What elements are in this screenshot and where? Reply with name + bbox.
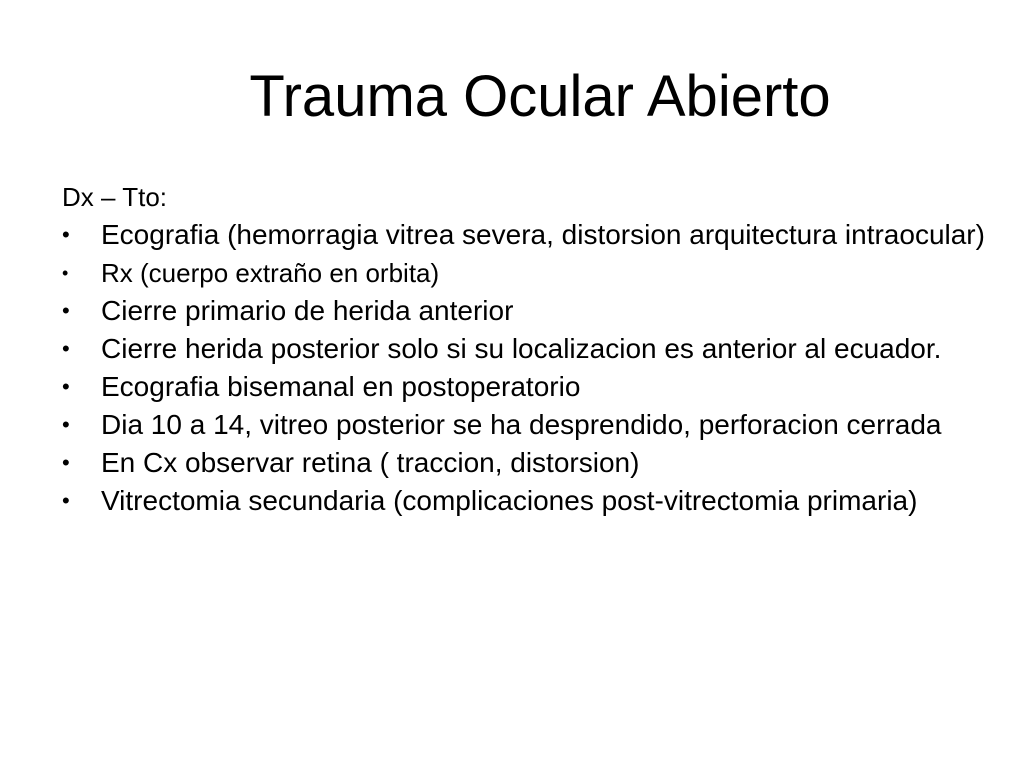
bullet-text: En Cx observar retina ( traccion, distorsion) — [101, 447, 640, 478]
bullet-item — [62, 410, 1012, 440]
bullet-icon: • — [62, 412, 70, 437]
bullet-icon: • — [62, 336, 70, 361]
bullet-icon: • — [62, 450, 70, 475]
bullet-text: Vitrectomia secundaria (complicaciones post-vitrectomia primaria) — [101, 485, 918, 516]
bullet-item — [62, 220, 1012, 250]
bullet-icon: • — [62, 374, 70, 399]
bullet-text: Ecografia bisemanal en postoperatorio — [101, 371, 581, 402]
bullet-icon: • — [62, 222, 70, 247]
slide-body — [62, 180, 1012, 524]
bullet-item — [62, 296, 1012, 326]
bullet-icon: • — [62, 298, 70, 323]
bullet-item — [62, 448, 1012, 478]
bullet-icon: • — [62, 488, 70, 513]
bullet-list — [62, 220, 1012, 516]
bullet-item — [62, 258, 1012, 288]
bullet-icon: • — [62, 263, 69, 283]
bullet-text: Dia 10 a 14, vitreo posterior se ha desprendido, perforacion cerrada — [101, 409, 942, 440]
bullet-item — [62, 372, 1012, 402]
section-subheading: Dx – Tto: — [62, 182, 168, 212]
bullet-text: Ecografia (hemorragia vitrea severa, distorsion arquitectura intraocular) — [101, 219, 985, 250]
bullet-text: Cierre herida posterior solo si su localizacion es anterior al ecuador. — [101, 333, 942, 364]
bullet-text: Rx (cuerpo extraño en orbita) — [101, 258, 440, 288]
bullet-item — [62, 486, 1012, 516]
slide-title: Trauma Ocular Abierto — [249, 64, 831, 129]
bullet-text: Cierre primario de herida anterior — [101, 295, 514, 326]
bullet-item — [62, 334, 1012, 364]
